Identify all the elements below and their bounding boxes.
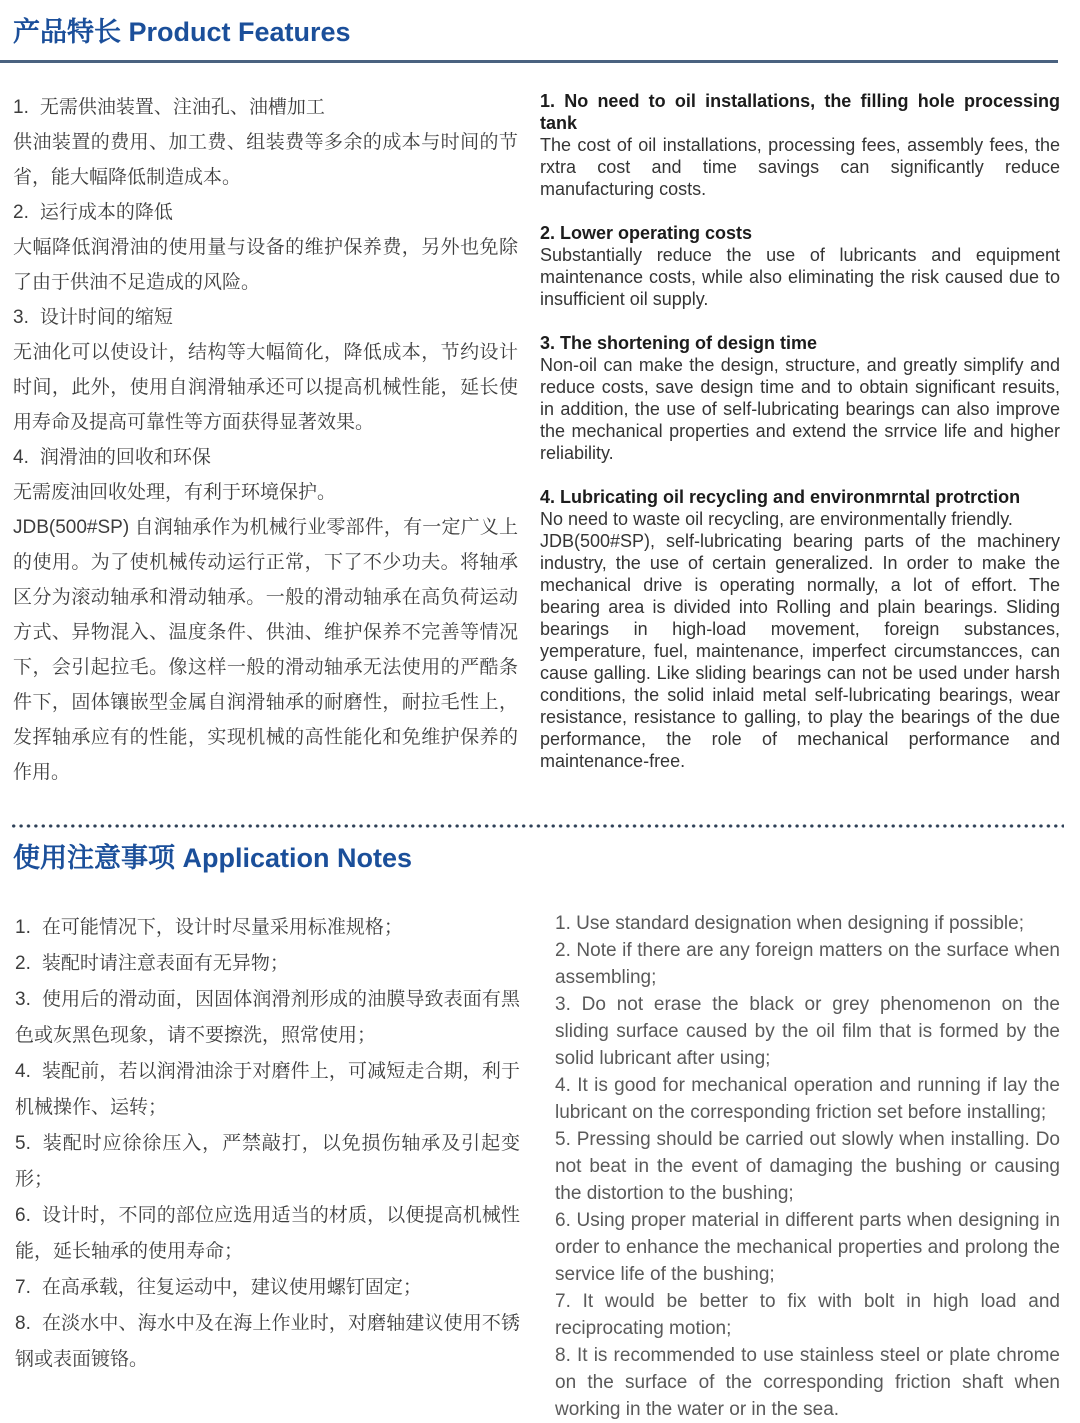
feature-en-item-title: 1. No need to oil installations, the filling hole processing tank (540, 91, 1060, 133)
item-number: 7. (15, 1277, 31, 1298)
feature-en-item-title: 3. The shortening of design time (540, 333, 818, 353)
note-text: 在高承载，往复运动中，建议使用螺钉固定； (41, 1277, 422, 1298)
note-cn-item (15, 1054, 520, 1126)
feature-cn-closing-paragraph: JDB(500#SP) 自润轴承作为机械行业零部件，有一定广义上的使用。为了使机械传动运行正常，下了不少功夫。将轴承区分为滚动轴承和滑动轴承。一般的滑动轴承在高负荷运动方式、异物混入、温度条件、供油、维护保养不完善等情况下，会引起拉毛。像这样一般的滑动轴承无法使用的严酷条件下，固体镶嵌型金属自润滑轴承的耐磨性，耐拉毛性上，发挥轴承应有的性能，实现机械的高性能化和免维护保养的作用。 (13, 517, 518, 783)
item-number: 8. (15, 1313, 31, 1334)
note-text: 设计时，不同的部位应选用适当的材质，以便提高机械性能，延长轴承的使用寿命； (15, 1205, 520, 1262)
note-en-item: 8. It is recommended to use stainless steel or plate chrome on the surface of the corresponding friction shaft when working in the water or in the sea. (555, 1345, 1060, 1420)
item-title-text: 无需供油装置、注油孔、油槽加工 (39, 97, 325, 118)
features-english-column (540, 90, 1060, 790)
note-text: 装配前，若以润滑油涂于对磨件上，可减短走合期，利于机械操作、运转； (15, 1061, 520, 1118)
item-title-text: 润滑油的回收和环保 (39, 447, 211, 468)
feature-cn-item-body: 供油装置的费用、加工费、组装费等多余的成本与时间的节省，能大幅降低制造成本。 (13, 132, 518, 188)
note-en-item: 3. Do not erase the black or grey phenomenon on the sliding surface caused by the oil film that is formed by the solid lubricant after using; (555, 994, 1060, 1069)
notes-english-column (542, 910, 1060, 1423)
application-notes-heading: 使用注意事项 Application Notes (13, 843, 413, 873)
note-cn-item (15, 1270, 520, 1306)
note-cn-item (15, 1198, 520, 1270)
note-text: 在可能情况下，设计时尽量采用标准规格； (41, 917, 403, 938)
item-number: 5. (15, 1133, 31, 1154)
feature-cn-item-title (13, 90, 518, 125)
note-text: 装配时应徐徐压入，严禁敲打，以免损伤轴承及引起变形； (15, 1133, 520, 1190)
feature-cn-item-body: 大幅降低润滑油的使用量与设备的维护保养费，另外也免除了由于供油不足造成的风险。 (13, 237, 518, 293)
note-en-item: 4. It is good for mechanical operation and running if lay the lubricant on the corresponding friction set before installing; (555, 1075, 1060, 1123)
item-title-text: 运行成本的降低 (39, 202, 173, 223)
item-number: 1. (13, 97, 29, 118)
item-number: 2. (13, 202, 29, 223)
item-number: 4. (13, 447, 29, 468)
item-title-text: 设计时间的缩短 (39, 307, 173, 328)
feature-en-item-body2: JDB(500#SP), self-lubricating bearing parts of the machinery industry, the use of certain generalized. In order to make the mechanical drive is operating normally, a lot of effort. The bearing area is divided into Rolling and plain bearings. Sliding bearings in high-load movement, foreign substances, yemperature, fuel, maintenance, imperfect circumstancces, can cause galling. Like sliding bearings can not be used under harsh conditions, the solid inlaid metal self-lubricating bearings, wear resistance, resistance to galling, to play the bearings of the due performance, the role of mechanical performance and maintenance-free. (540, 531, 1060, 771)
feature-cn-item-body: 无需废油回收处理，有利于环境保护。 (13, 482, 337, 503)
features-chinese-column (13, 90, 518, 790)
note-en-item: 5. Pressing should be carried out slowly when installing. Do not beat in the event of damaging the bushing or causing the distortion to the bushing; (555, 1129, 1060, 1204)
feature-en-item-title: 4. Lubricating oil recycling and environmrntal protrction (540, 487, 1021, 507)
product-features-heading: 产品特长 Product Features (13, 17, 351, 47)
application-notes-section (0, 829, 1080, 1423)
note-cn-item (15, 946, 520, 982)
note-en-item: 2. Note if there are any foreign matters on the surface when assembling; (555, 940, 1060, 988)
note-en-item: 1. Use standard designation when designing if possible; (555, 913, 1024, 934)
feature-en-item-body: The cost of oil installations, processing fees, assembly fees, the rxtra cost and time savings can significantly reduce manufacturing costs. (540, 135, 1060, 199)
note-cn-item (15, 910, 520, 946)
product-features-columns (0, 63, 1080, 790)
note-text: 装配时请注意表面有无异物； (41, 953, 289, 974)
application-notes-columns (0, 884, 1080, 1423)
feature-en-item-body: No need to waste oil recycling, are environmentally friendly. (540, 509, 1013, 529)
item-number: 3. (15, 989, 31, 1010)
note-en-item: 6. Using proper material in different parts when designing in order to enhance the mechanical properties and prolong the service life of the bushing; (555, 1210, 1060, 1285)
item-number: 3. (13, 307, 29, 328)
note-text: 使用后的滑动面，因固体润滑剂形成的油膜导致表面有黑色或灰黑色现象，请不要擦洗，照常使用； (15, 989, 520, 1046)
feature-cn-item-title (13, 195, 518, 230)
notes-chinese-column (15, 910, 520, 1423)
note-text: 在淡水中、海水中及在海上作业时，对磨轴建议使用不锈钢或表面镀铬。 (15, 1313, 520, 1370)
feature-cn-item-title (13, 300, 518, 335)
note-cn-item (15, 982, 520, 1054)
note-en-item: 7. It would be better to fix with bolt in high load and reciprocating motion; (555, 1291, 1060, 1339)
feature-en-item-title: 2. Lower operating costs (540, 223, 753, 243)
item-number: 4. (15, 1061, 31, 1082)
feature-cn-item-title (13, 440, 518, 475)
item-number: 1. (15, 917, 31, 938)
note-cn-item (15, 1126, 520, 1198)
note-cn-item (15, 1306, 520, 1378)
feature-en-item-body: Substantially reduce the use of lubricants and equipment maintenance costs, while also eliminating the risk caused due to insufficient oil supply. (540, 245, 1060, 309)
item-number: 6. (15, 1205, 31, 1226)
feature-cn-item-body: 无油化可以使设计，结构等大幅简化，降低成本，节约设计时间，此外，使用自润滑轴承还可以提高机械性能，延长使用寿命及提高可靠性等方面获得显著效果。 (13, 342, 518, 433)
item-number: 2. (15, 953, 31, 974)
feature-en-item-body: Non-oil can make the design, structure, and greatly simplify and reduce costs, save design time and to obtain significant resuits, in addition, the use of self-lubricating bearings can also improve the mechanical properties and extend the srrvice life and higher reliability. (540, 355, 1060, 463)
